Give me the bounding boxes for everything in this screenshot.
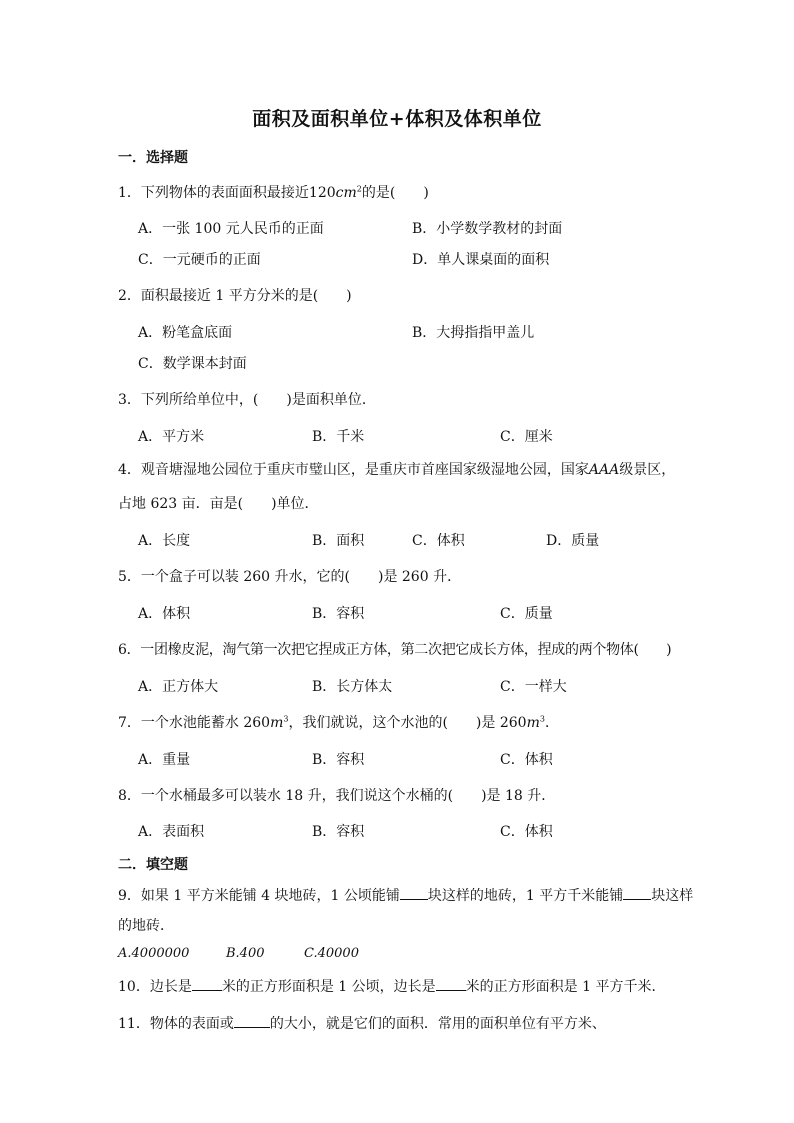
q5-option-b: B．容积 [312, 606, 365, 622]
question-11 [118, 1013, 606, 1033]
question-10-blank-1 [192, 976, 222, 991]
q9-option-b: B.400 [226, 946, 265, 961]
question-9-text-c: 块这样 [651, 888, 694, 904]
question-7-sup-2: 3 [539, 714, 545, 724]
page-title: 面积及面积单位+体积及体积单位 [252, 108, 542, 130]
question-8-stem: 8．一个水桶最多可以装水 18 升，我们说这个水桶的( )是 18 升． [118, 788, 556, 804]
q3-option-a: A．平方米 [138, 429, 205, 445]
section-choice-heading: 一．选择题 [118, 150, 188, 166]
question-5-stem: 5．一个盒子可以装 260 升水，它的( )是 260 升． [118, 569, 462, 585]
q7-option-b: B．容积 [312, 752, 365, 768]
question-4-text-c: 级景区， [619, 462, 676, 478]
q3-option-b: B．千米 [312, 429, 365, 445]
q6-option-b: B．长方体太 [312, 679, 393, 695]
q1-option-a: A．一张 100 元人民币的正面 [138, 221, 324, 237]
question-11-text-a: 11．物体的表面或 [118, 1016, 234, 1032]
question-9-blank-1 [400, 885, 428, 900]
question-11-text-b: 的大小，就是它们的面积．常用的面积单位有平方米、 [269, 1016, 606, 1032]
question-7-text-b: ，我们就说，这个水池的( )是 260 [288, 715, 527, 731]
q1-option-d: D．单人课桌面的面积 [412, 252, 550, 268]
question-7-unit: m [270, 715, 284, 731]
section-fill-heading: 二．填空题 [118, 857, 188, 873]
question-6-stem: 6．一团橡皮泥，淘气第一次把它捏成正方体，第二次把它成长方体，捏成的两个物体( ) [118, 642, 672, 658]
question-9-line-2: 的地砖． [118, 918, 174, 934]
question-1-tail: 的是( ) [361, 185, 429, 201]
question-4-text-a: 4．观音塘湿地公园位于重庆市璧山区，是重庆市首座国家级湿地公园，国家 [118, 462, 589, 478]
question-1-stem: 1．下列物体的表面面积最接近120 [118, 185, 336, 201]
question-9-line-1 [118, 885, 693, 905]
question-7-text-c: ． [544, 715, 559, 731]
q2-option-c: C．数学课本封面 [138, 356, 247, 372]
question-7-unit-2: m [526, 715, 540, 731]
q2-option-a: A．粉笔盒底面 [138, 325, 233, 341]
q4-option-d: D．质量 [546, 533, 600, 549]
q6-option-a: A．正方体大 [138, 679, 219, 695]
question-7 [118, 712, 559, 732]
question-9-text-a: 9．如果 1 平方米能铺 4 块地砖，1 公顷能铺 [118, 888, 400, 904]
q4-option-c: C．体积 [412, 533, 465, 549]
question-9-blank-2 [623, 885, 651, 900]
q6-option-c: C．一样大 [500, 679, 567, 695]
q7-option-c: C．体积 [500, 752, 553, 768]
question-10 [118, 976, 665, 996]
question-7-sup: 3 [283, 714, 289, 724]
question-1-sup: 2 [356, 184, 362, 194]
q5-option-c: C．质量 [500, 606, 553, 622]
question-4-line-1 [118, 459, 675, 479]
q8-option-a: A．表面积 [138, 824, 205, 840]
question-1-unit: cm [335, 185, 357, 201]
q9-option-a: A.4000000 [118, 946, 190, 961]
q8-option-c: C．体积 [500, 824, 553, 840]
q2-option-b: B．大拇指指甲盖儿 [412, 325, 535, 341]
question-3-stem: 3．下列所给单位中，( )是面积单位． [118, 392, 376, 408]
q1-option-c: C．一元硬币的正面 [138, 252, 261, 268]
q7-option-a: A．重量 [138, 752, 191, 768]
question-4-line-2: 占地 623 亩．亩是( )单位． [118, 496, 319, 512]
q9-option-c: C.40000 [304, 946, 359, 961]
question-11-blank-1 [234, 1013, 270, 1028]
q8-option-b: B．容积 [312, 824, 365, 840]
q3-option-c: C．厘米 [500, 429, 553, 445]
question-10-text-c: 米的正方形面积是 1 平方千米． [465, 979, 666, 995]
question-2-stem: 2．面积最接近 1 平方分米的是( ) [118, 288, 352, 304]
question-1 [118, 182, 429, 202]
q1-option-b: B．小学数学教材的封面 [412, 221, 563, 237]
question-10-text-b: 米的正方形面积是 1 公顷，边长是 [221, 979, 436, 995]
q4-option-b: B．面积 [312, 533, 365, 549]
question-7-text-a: 7．一个水池能蓄水 260 [118, 715, 271, 731]
question-10-text-a: 10．边长是 [118, 979, 192, 995]
q4-option-a: A．长度 [138, 533, 191, 549]
q5-option-a: A．体积 [138, 606, 191, 622]
question-10-blank-2 [436, 976, 466, 991]
question-9-text-b: 块这样的地砖，1 平方千米能铺 [427, 888, 624, 904]
question-4-grade: AAA [588, 462, 620, 478]
